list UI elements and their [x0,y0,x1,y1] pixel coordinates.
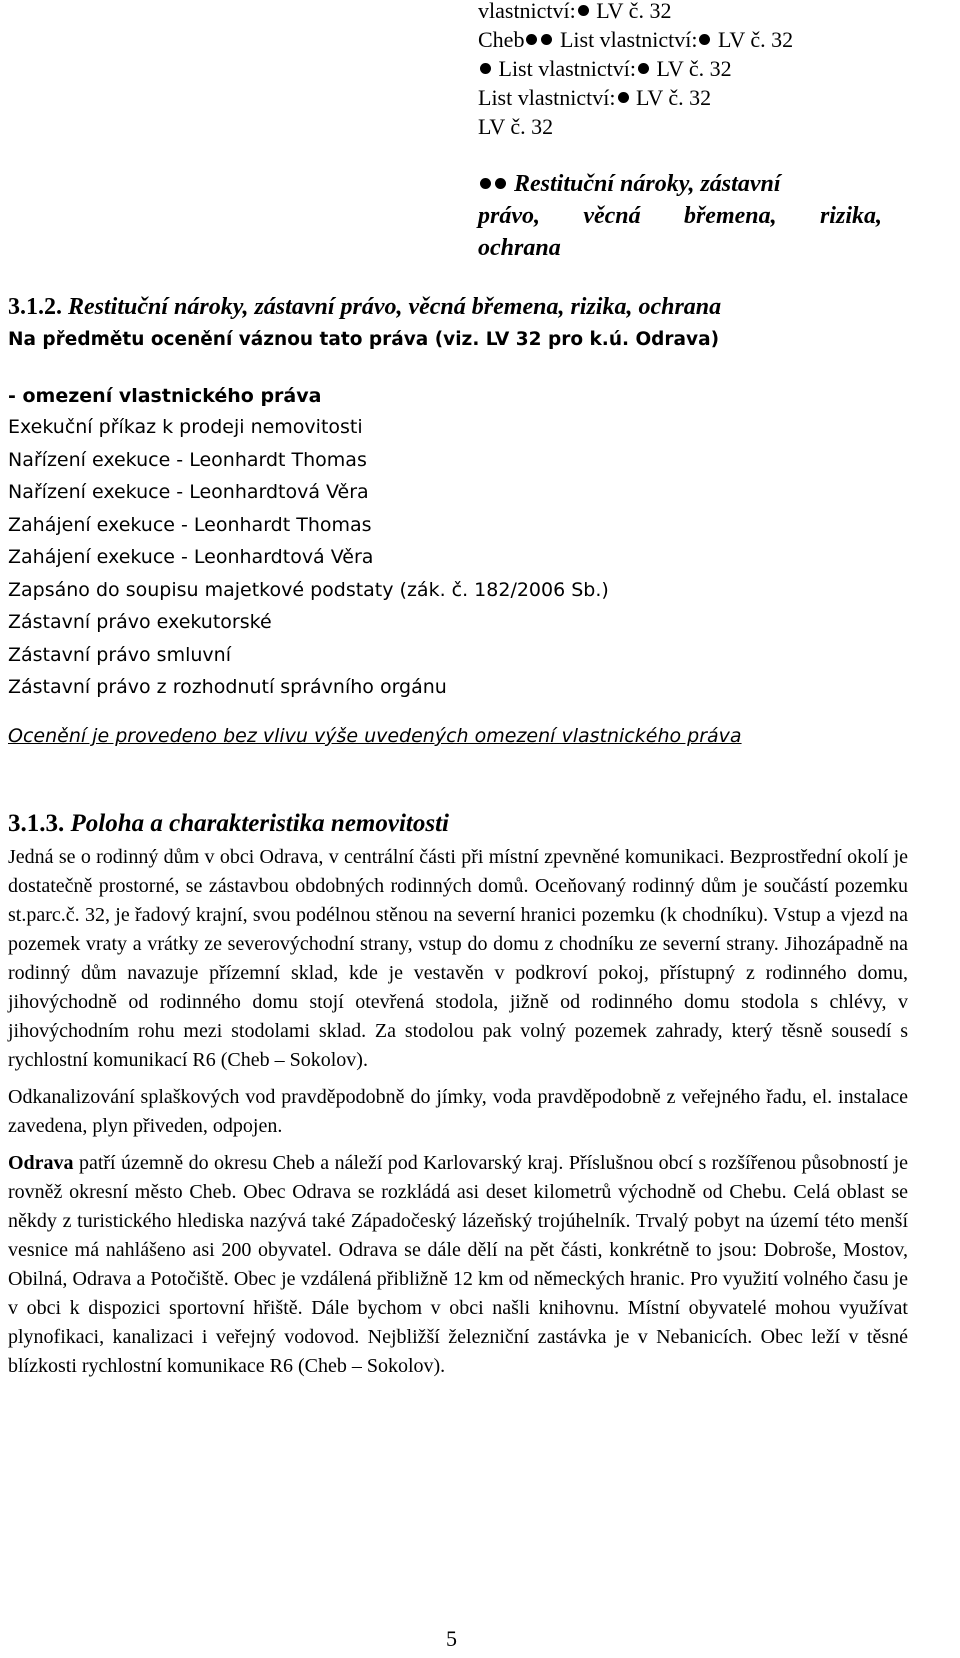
page-number: 5 [446,1626,457,1651]
list-item: Zahájení exekuce - Leonhardt Thomas [8,513,372,536]
bullet-heading-word: právo, [478,203,540,229]
municipality-name: Odrava [8,1152,74,1174]
bullet-icon [618,92,629,103]
section-312-subtitle: Na předmětu ocenění váznou tato práva (viz. LV 32 pro k.ú. Odrava) [8,329,720,350]
restrictions-heading: - omezení vlastnického práva [8,385,322,407]
fragment-text: LV č. 32 [717,27,794,52]
fragment-text: List vlastnictví: [559,27,698,52]
section-number: 3.1.3. [8,810,65,837]
bullet-icon [480,63,491,74]
fragment-line-5 [478,112,553,141]
list-item: Zástavní právo z rozhodnutí správního orgánu [8,676,447,698]
fragment-line-3 [478,54,732,83]
bullet-heading-line-2 [478,200,882,232]
paragraph-location: Jedná se o rodinný dům v obci Odrava, v centrální části při místní zpevněné komunikaci. Bezprostřední okolí je dostatečně prostorné, se zástavbou obdobných rodinných domů. Oceňovaný rodinný dům je součástí pozemku st.parc.č. 32, je řadový krajní, svou podélnou stěnou na severní hranici pozemku (k chodníku). Vstup a vjezd na pozemek vraty a vrátky ze severovýchodní strany, vstup do domu z chodníku ze severní strany. Jihozápadně na rodinný dům navazuje přízemní sklad, kde je vestavěn v podkroví pokoj, přístupný z rodinného domu, jihovýchodně od rodinného domu stojí otevřená stodola, jižně od rodinného domu stodola s chlévy, v jihovýchodním rohu mezi stodolami sklad. Za stodolou pak volný pozemek zahrady, který těsně sousedí s rychlostní komunikací R6 (Cheb – Sokolov). [8,846,908,1071]
fragment-text: LV č. 32 [478,114,554,139]
list-item: Zapsáno do soupisu majetkové podstaty (zák. č. 182/2006 Sb.) [8,578,609,601]
restrictions-list [8,411,609,704]
paragraph-utilities: Odkanalizování splaškových vod pravděpodobně do jímky, voda pravděpodobně z veřejného řadu, el. instalace zavedena, plyn přiveden, odpojen. [8,1086,908,1137]
fragment-line-4 [478,83,711,112]
fragment-line-1 [478,0,671,25]
bullet-heading-line-1 [478,168,882,200]
bullet-icon [495,178,506,189]
list-item: Zástavní právo smluvní [8,643,231,666]
fragment-text: LV č. 32 [596,0,672,23]
list-item: Exekuční příkaz k prodeji nemovitosti [8,416,363,438]
bullet-heading-line-3: ochrana [478,235,561,261]
section-313-heading [8,808,449,840]
section-312-heading [8,292,721,322]
valuation-note: Ocenění je provedeno bez vlivu výše uvedených omezení vlastnického práva [8,725,742,747]
list-item: Zahájení exekuce - Leonhardtová Věra [8,546,374,568]
bullet-heading [478,168,882,264]
section-number: 3.1.2. [8,294,62,320]
section-title: Restituční nároky, zástavní právo, věcná břemena, rizika, ochrana [68,294,722,320]
bullet-heading-word: rizika, [819,203,882,229]
bullet-icon [578,5,589,16]
list-item: Nařízení exekuce - Leonhardtová Věra [8,481,369,503]
bullet-icon [526,34,537,45]
bullet-icon [638,63,649,74]
bullet-heading-word: břemena, [683,203,777,229]
fragment-text: Cheb [478,27,525,52]
paragraph-municipality [8,1149,908,1381]
bullet-heading-text: Restituční nároky, zástavní [514,171,781,197]
municipality-description: patří územně do okresu Cheb a náleží pod Karlovarský kraj. Příslušnou obcí s rozšířenou působností je rovněž okresní město Cheb. Obec Odrava se rozkládá asi deset kilometrů východně od Chebu. Celá oblast se někdy z turistického hlediska nazývá také Západočeský lázeňský trojúhelník. Trvalý pobyt na území této menší vesnice má nahlášeno asi 200 obyvatel. Odrava se dále dělí na pět části, konkrétně to jsou: Dobroše, Mostov, Obilná, Odrava a Potočiště. Obec je vzdálená přibližně 12 km od německých hranic. Pro využití volného času je v obci k dispozici sportovní hřiště. Dále bychom v obci našli knihovnu. Místní obyvatelé mohou využívat plynofikaci, kanalizaci i veřejný vodovod. Nejbližší železniční zastávka je v Nebanicích. Obec leží v těsné blízkosti rychlostní komunikace R6 (Cheb – Sokolov). [8,1152,908,1377]
fragment-text: LV č. 32 [656,56,732,81]
section-313-body [8,843,908,1381]
bullet-icon [699,34,710,45]
bullet-icon [541,34,552,45]
list-item: Nařízení exekuce - Leonhardt Thomas [8,448,367,471]
list-item: Zástavní právo exekutorské [8,611,272,633]
bullet-heading-word: věcná [583,203,641,229]
section-title: Poloha a charakteristika nemovitosti [70,810,449,837]
fragment-text: List vlastnictví: [498,56,636,81]
fragment-text: vlastnictví: [478,0,576,23]
fragment-text: List vlastnictví: [478,85,616,110]
bullet-icon [480,178,491,189]
fragment-line-2 [478,25,793,54]
fragment-text: LV č. 32 [636,85,712,110]
